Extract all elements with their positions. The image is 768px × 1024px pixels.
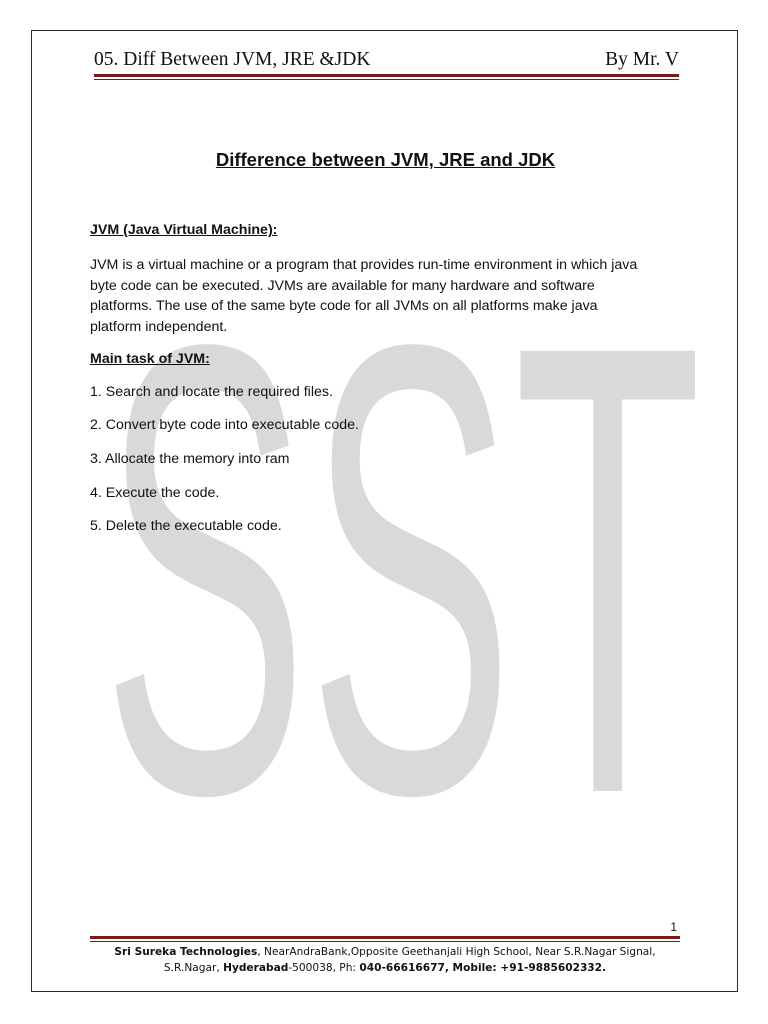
main-task-heading: Main task of JVM:	[90, 351, 210, 367]
footer-phone: 040-66616677, Mobile: +91-9885602332.	[359, 962, 607, 974]
jvm-paragraph-line: platforms. The use of the same byte code for all JVMs on all platforms make java	[90, 298, 598, 314]
jvm-paragraph-line: JVM is a virtual machine or a program that provides run-time environment in which java	[90, 257, 638, 273]
footer-rule	[90, 936, 680, 939]
watermark-text: SST	[102, 301, 702, 811]
footer-line-1	[90, 944, 680, 960]
jvm-paragraph	[90, 255, 680, 337]
footer-address-1: , NearAndraBank,Opposite Geethanjali High School, Near S.R.Nagar Signal,	[257, 946, 656, 958]
header-rule	[94, 74, 679, 77]
footer-company: Sri Sureka Technologies	[114, 946, 258, 958]
footer-city: Hyderabad	[223, 962, 289, 974]
footer-line-2	[90, 960, 680, 976]
header-title: 05. Diff Between JVM, JRE &JDK	[94, 49, 371, 70]
header-author: By Mr. V	[605, 49, 679, 70]
document-title: Difference between JVM, JRE and JDK	[215, 149, 556, 170]
footer-rule-thin	[90, 941, 680, 942]
task-item: 1. Search and locate the required files.	[90, 384, 333, 400]
jvm-paragraph-line: platform independent.	[90, 318, 228, 335]
footer-address-2: S.R.Nagar,	[163, 962, 224, 974]
header-rule-thin	[94, 79, 679, 80]
jvm-paragraph-line: byte code can be executed. JVMs are available for many hardware and software	[90, 277, 595, 294]
task-item: 2. Convert byte code into executable code.	[90, 417, 359, 433]
jvm-heading: JVM (Java Virtual Machine):	[90, 222, 278, 238]
task-item: 4. Execute the code.	[90, 485, 220, 501]
task-item: 5. Delete the executable code.	[90, 518, 282, 534]
page-number: 1	[670, 920, 677, 934]
footer-pincode: -500038, Ph:	[288, 962, 360, 974]
page-footer	[90, 944, 680, 976]
document-page	[31, 30, 738, 992]
page-header	[94, 49, 679, 75]
task-item: 3. Allocate the memory into ram	[90, 451, 290, 467]
